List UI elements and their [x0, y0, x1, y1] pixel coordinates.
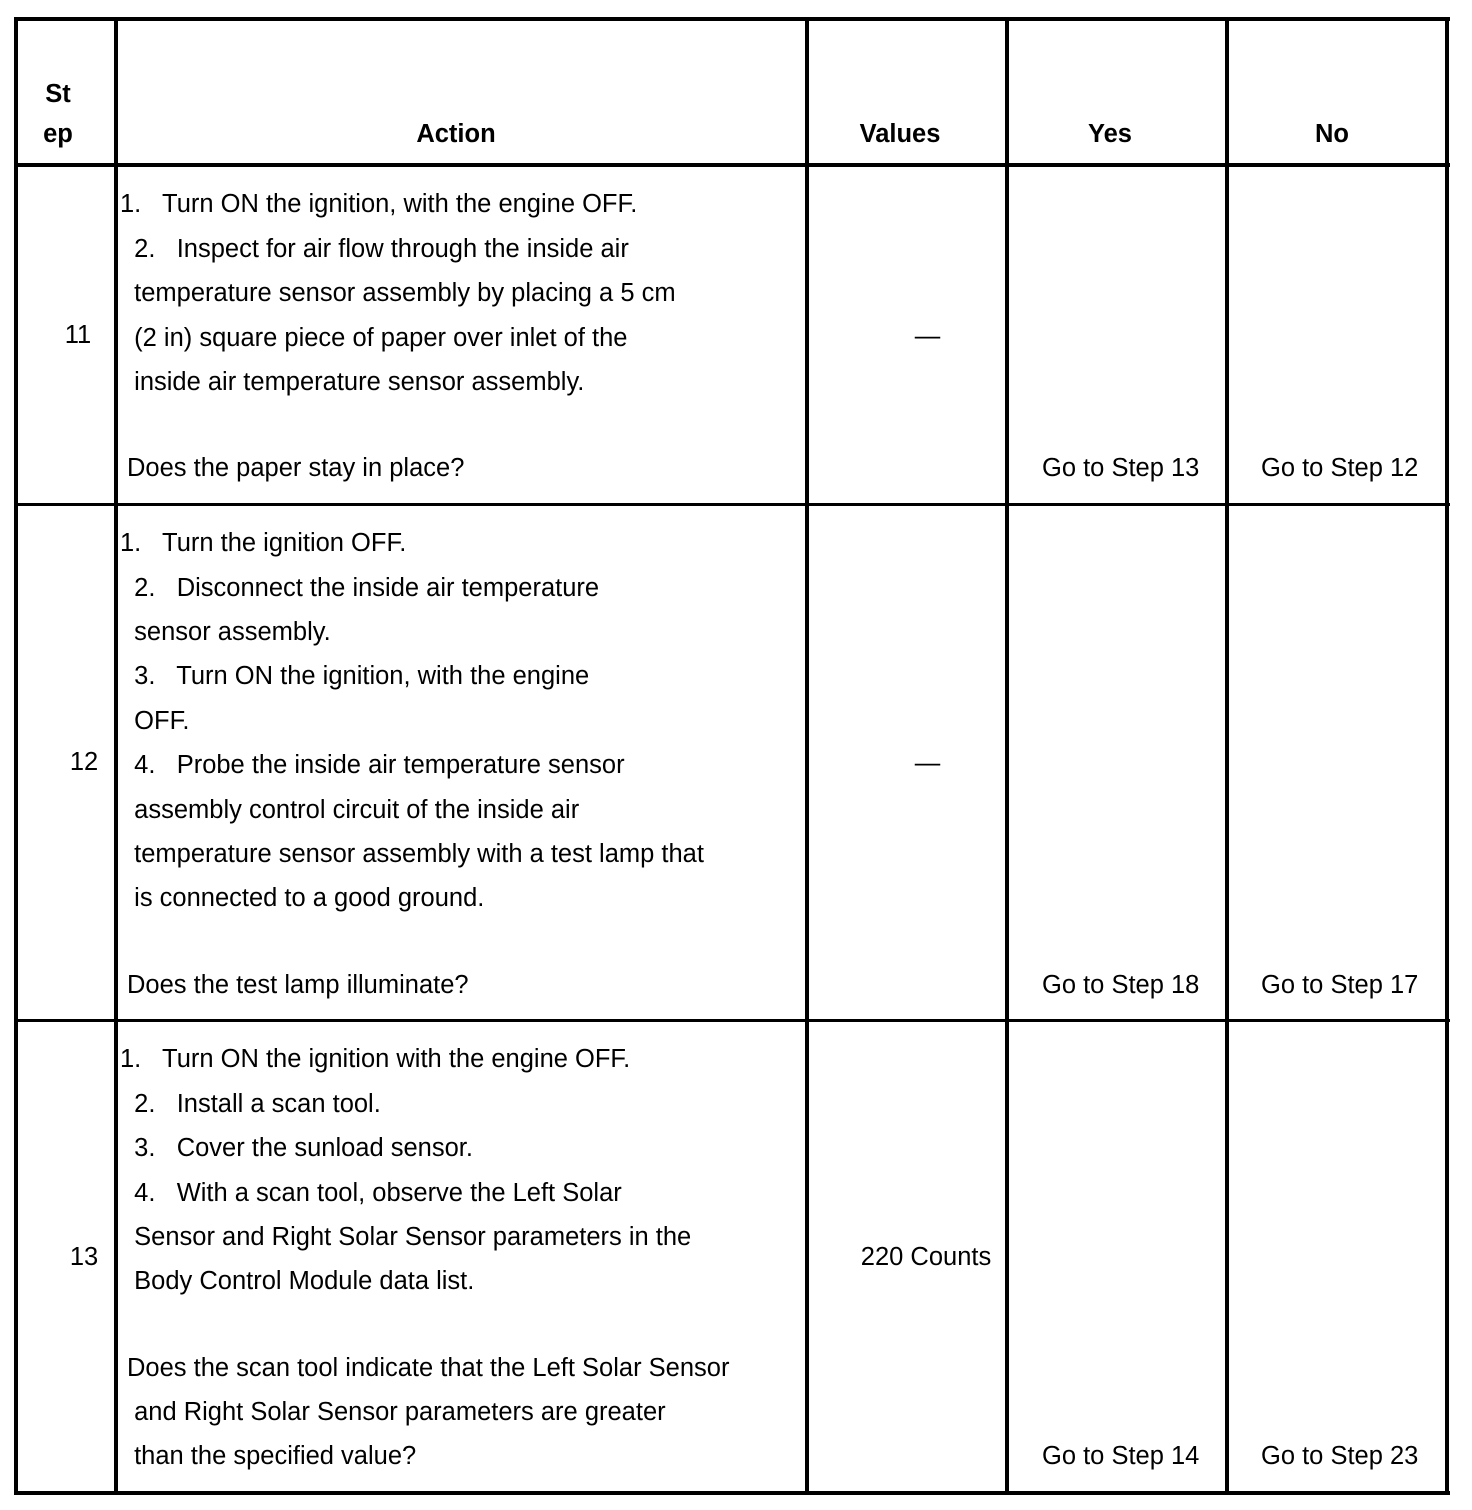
value-cell: 220 Counts — [860, 1243, 992, 1271]
action-question: than the specified value? — [127, 1442, 417, 1470]
step-number: 12 — [69, 748, 99, 776]
action-line: 2. Install a scan tool. — [120, 1090, 381, 1118]
no-result: Go to Step 17 — [1261, 971, 1419, 999]
header-step-line2: ep — [43, 120, 73, 148]
action-line: sensor assembly. — [120, 618, 331, 646]
action-line: assembly control circuit of the inside air — [120, 796, 580, 824]
action-line: 1. Turn ON the ignition with the engine OFF. — [120, 1045, 631, 1073]
action-line: 2. Inspect for air flow through the inside air — [120, 235, 629, 263]
table-border-right — [1445, 17, 1449, 1495]
yes-result: Go to Step 14 — [1042, 1442, 1200, 1470]
action-line: is connected to a good ground. — [120, 884, 485, 912]
action-line: temperature sensor assembly by placing a 5 cm — [120, 279, 676, 307]
table-border-bottom — [14, 1491, 1450, 1495]
action-line: (2 in) square piece of paper over inlet of the — [120, 324, 628, 352]
action-line: 3. Cover the sunload sensor. — [120, 1134, 473, 1162]
header-yes: Yes — [1088, 120, 1132, 148]
action-line: 4. Probe the inside air temperature sensor — [120, 751, 625, 779]
action-line: inside air temperature sensor assembly. — [120, 368, 585, 396]
table-border-top — [14, 17, 1450, 21]
action-question: Does the scan tool indicate that the Left Solar Sensor — [127, 1354, 730, 1382]
action-question: and Right Solar Sensor parameters are greater — [127, 1398, 666, 1426]
action-line: temperature sensor assembly with a test lamp that — [120, 840, 704, 868]
no-result: Go to Step 12 — [1261, 454, 1419, 482]
header-divider — [14, 163, 1450, 167]
yes-result: Go to Step 13 — [1042, 454, 1200, 482]
header-action: Action — [416, 120, 496, 148]
action-line: 1. Turn ON the ignition, with the engine OFF. — [120, 190, 638, 218]
column-divider — [1225, 17, 1229, 1495]
value-cell: — — [914, 749, 941, 777]
value-cell: — — [914, 322, 941, 350]
row-divider — [14, 1019, 1450, 1022]
action-question: Does the test lamp illuminate? — [127, 971, 469, 999]
action-line: 2. Disconnect the inside air temperature — [120, 574, 600, 602]
header-no: No — [1315, 120, 1349, 148]
action-line: 4. With a scan tool, observe the Left Solar — [120, 1179, 622, 1207]
action-line: 3. Turn ON the ignition, with the engine — [120, 662, 590, 690]
row-divider — [14, 503, 1450, 506]
action-line: Body Control Module data list. — [120, 1267, 475, 1295]
no-result: Go to Step 23 — [1261, 1442, 1419, 1470]
header-step-line1: St — [45, 80, 71, 108]
header-values: Values — [859, 120, 941, 148]
action-question: Does the paper stay in place? — [127, 454, 465, 482]
step-number: 11 — [64, 321, 92, 349]
action-line: Sensor and Right Solar Sensor parameters in the — [120, 1223, 692, 1251]
action-line: 1. Turn the ignition OFF. — [120, 529, 407, 557]
yes-result: Go to Step 18 — [1042, 971, 1200, 999]
action-line: OFF. — [120, 707, 190, 735]
step-number: 13 — [69, 1243, 99, 1271]
